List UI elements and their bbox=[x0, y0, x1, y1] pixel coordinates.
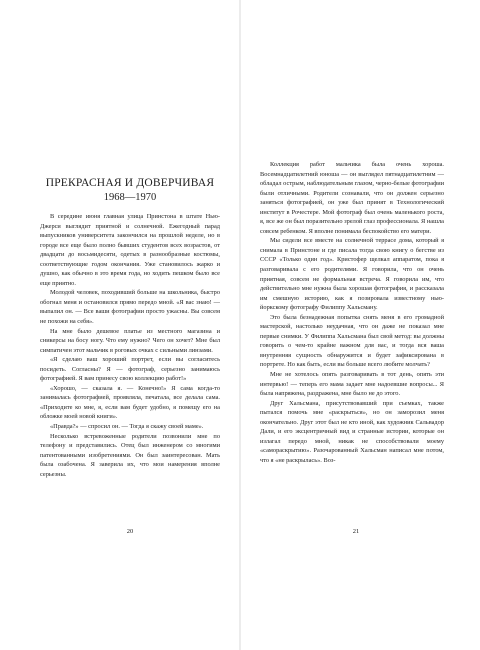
page-number: 20 bbox=[126, 528, 134, 535]
paragraph: Это была безнадежная попытка снять меня в его громадной мастерской, настолько неудачная, что он даже не показал мне первые снимки. У Филиппа Хальсмана был свой метод: вы должны говорить о чем-то крайне важном для вас, и тогда вся ваша внутренняя сущность обнаружится и будет зафиксирована в портрете. Но как быть, если вы больше всего любите молчать? bbox=[260, 313, 444, 369]
left-page-body bbox=[40, 212, 220, 479]
right-page bbox=[240, 0, 480, 650]
paragraph: Мне не хотелось опять разговаривать в тот день, опять эти интервью! — теперь его мама задает мне надоевшие вопросы... Я была напряжена, раздражена, мне было не до этого. bbox=[260, 371, 444, 398]
paragraph: Друг Хальсмана, присутствовавший при съемках, также пытался помочь мне «раскрыться», но он заморозил меня окончательно. Друг этот был не кто иной, как художник Сальвадор Дали, и его эксцентричный вид и странные истории, которые он излагал передо мной, никак не способствовали моему «самораскрытию». Разочарованный Хальсман написал мне потом, что я «не раскрылась». Воз- bbox=[260, 399, 444, 464]
chapter-years: 1968—1970 bbox=[103, 192, 157, 203]
paragraph: «Хорошо, — сказала я. — Конечно!» Я сама когда-то занималась фотографией, проявляла, печатала, все делала сама. «Приходите ко мне, я, если вам будет удобно, я помещу его на обложке моей новой книги». bbox=[40, 384, 220, 421]
paragraph: Коллекция работ мальчика была очень хороша. Восемнадцатилетний юноша — он выглядел пятнадцатилетним — обладал острым, наблюдательным глазом, черно-белые фотографии были отличными. Родители сознавали, что он должен серьезно заняться фотографией, он уже был принят в Технологический институт в Рочестере. Мой фотограф был очень маленького роста, я, все же он был поразительно зрелой глаз профессионала. Я нашла совсем ребенком. Я вполне понимала беспокойство его матери. bbox=[260, 161, 444, 235]
chapter-heading bbox=[30, 176, 230, 205]
paragraph: В середине июня главная улица Принстона в штате Нью-Джерси выглядит приятной и солнечной. Ежегодный парад выпускников университета закончился на прошлой неделе, но в городе все еще было полно бывших студентов всех возрастов, от двадцати до восьмидесяти, одетых в разнообразные костюмы, соответствующие годом окончания. Уже становилось жарко и душно, как обычно в это время года, но ходить пешком было все еще приятно. bbox=[40, 213, 220, 287]
paragraph: На мне было дешевое платье из местного магазина и сникерсы на босу ногу. Что ему нужно? Чего он хочет? Мне был симпатичен этот мальчик в роговых очках с сильными линзами. bbox=[40, 327, 220, 354]
page-number: 21 bbox=[352, 528, 360, 535]
paragraph: «Правда?» — спросил он. — Тогда я скажу своей маме». bbox=[50, 423, 204, 431]
paragraph: Мы сидели все вместе на солнечной террасе дома, который я снимала в Принстоне и где писала тогда свою книгу о бегстве из СССР «Только один год». Кристофер щелкал аппаратом, пока я разговаривала с его родителями. Я говорила, что он очень приятная, совсем не формальная встреча. Я говорила им, что действительно мне нужна была хорошая фотография, и рассказала им смешную историю, как я позировала известному нью-йоркскому фотографу Филиппу Хальсману. bbox=[260, 237, 444, 312]
chapter-title: ПРЕКРАСНАЯ И ДОВЕРЧИВАЯ bbox=[45, 177, 215, 189]
paragraph: Несколько встревоженные родители позвонили мне по телефону и представились. Отец был инженером со многими патентованными изобретениями. Он был заинтересован. Мать была озабочена. Я заверила их, что мои намерения вполне серьезны. bbox=[40, 432, 220, 478]
paragraph: «Я сделаю ваш хороший портрет, если вы согласитесь посидеть. Согласны? Я — фотограф, серьезно занимаюсь фотографией. Я вам принесу свою коллекцию работ!» bbox=[40, 356, 220, 383]
paragraph: Молодой человек, походивший больше на школьника, быстро обогнал меня и остановился прямо передо мной. «Я вас знаю! — выпалил он. — Все ваши фотографии просто ужасны. Вы совсем не похожи на себя». bbox=[40, 289, 220, 326]
right-page-body bbox=[260, 160, 444, 466]
